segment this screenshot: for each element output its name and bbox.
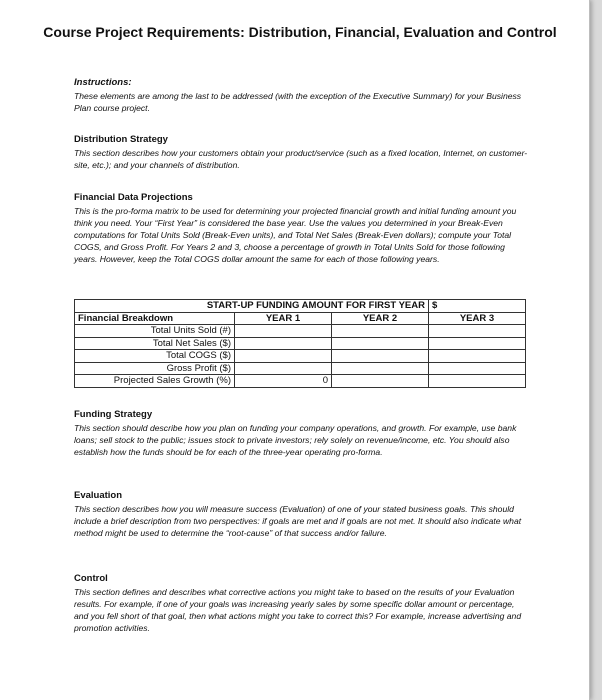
startup-funding-label: START-UP FUNDING AMOUNT FOR FIRST YEAR <box>75 300 429 313</box>
row-label-sales-growth: Projected Sales Growth (%) <box>75 375 235 388</box>
financial-text: This is the pro-forma matrix to be used for determining your projected financial growth and initial funding amount you think you need. Your “First Year” is considered the base year. Use the values you determined in your Break-Even computations for Total Units Sold (Break-Even units), and Total Net Sales (Break-Even dollars); compute your Total COGS, and Gross Profit. For Years 2 and 3, choose a percentage of growth in Total Units Sold for those following years. However, keep the Total COGS dollar amount the same for each of those following years. <box>74 206 517 264</box>
instructions-section <box>74 77 528 114</box>
cell-sales-growth-y1[interactable]: 0 <box>235 375 332 388</box>
funding-heading: Funding Strategy <box>74 409 153 420</box>
cell-units-sold-y1[interactable] <box>235 325 332 338</box>
cell-cogs-y3[interactable] <box>429 350 526 363</box>
table-header-row <box>75 312 526 325</box>
cell-units-sold-y2[interactable] <box>332 325 429 338</box>
col-header-year3: YEAR 3 <box>429 312 526 325</box>
instructions-text: These elements are among the last to be addressed (with the exception of the Executive Summary) for your Business Plan course project. <box>74 91 522 113</box>
financial-section <box>74 192 528 265</box>
evaluation-heading: Evaluation <box>74 490 123 501</box>
evaluation-section <box>74 490 528 539</box>
distribution-text: This section describes how your customers obtain your product/service (such as a fixed location, Internet, on customer-site, etc.); and your channels of distribution. <box>74 148 528 170</box>
cell-net-sales-y3[interactable] <box>429 337 526 350</box>
control-heading: Control <box>74 573 108 584</box>
cell-sales-growth-y2[interactable] <box>332 375 429 388</box>
funding-text: This section should describe how you plan on funding your company operations, and growth. For example, use bank loans; sell stock to the public; issues stock to private investors; rely solely on revenue/income, etc. You should also establish how the funds should be for each of the three-year operating pro-forma. <box>74 423 517 457</box>
cell-net-sales-y1[interactable] <box>235 337 332 350</box>
financial-heading: Financial Data Projections <box>74 192 193 203</box>
control-text: This section defines and describes what corrective actions you might take to based on the results of your Evaluation results. For example, if one of your goals was increasing yearly sales by some specific dollar amount or percentage, and you fell short of that goal, then what actions might you take to correct this? For example, increase advertising and promotion activities. <box>74 587 522 633</box>
evaluation-text: This section describes how you will measure success (Evaluation) of one of your stated business goals. This should include a brief description from two perspectives: if goals are met and if goals are not met. It should also indicate what method might be used to determine the “root-cause” of that success and/or failure. <box>74 504 522 538</box>
cell-cogs-y2[interactable] <box>332 350 429 363</box>
cell-sales-growth-y3[interactable] <box>429 375 526 388</box>
row-label-gross-profit: Gross Profit ($) <box>75 362 235 375</box>
col-header-breakdown: Financial Breakdown <box>75 312 235 325</box>
distribution-heading: Distribution Strategy <box>74 134 168 145</box>
table-row <box>75 325 526 338</box>
col-header-year2: YEAR 2 <box>332 312 429 325</box>
distribution-section <box>74 134 528 171</box>
col-header-year1: YEAR 1 <box>235 312 332 325</box>
row-label-units-sold: Total Units Sold (#) <box>75 325 235 338</box>
cell-gross-profit-y3[interactable] <box>429 362 526 375</box>
row-label-cogs: Total COGS ($) <box>75 350 235 363</box>
table-row <box>75 337 526 350</box>
cell-gross-profit-y2[interactable] <box>332 362 429 375</box>
row-label-net-sales: Total Net Sales ($) <box>75 337 235 350</box>
startup-funding-amount[interactable]: $ <box>429 300 526 313</box>
cell-gross-profit-y1[interactable] <box>235 362 332 375</box>
table-row <box>75 375 526 388</box>
table-row <box>75 350 526 363</box>
control-section <box>74 573 528 634</box>
page-title: Course Project Requirements: Distribution, Financial, Evaluation and Control <box>43 24 557 40</box>
cell-units-sold-y3[interactable] <box>429 325 526 338</box>
instructions-heading: Instructions: <box>74 77 132 88</box>
cell-cogs-y1[interactable] <box>235 350 332 363</box>
startup-funding-row <box>75 300 526 313</box>
cell-net-sales-y2[interactable] <box>332 337 429 350</box>
financial-projection-table <box>74 299 526 388</box>
funding-section <box>74 409 528 458</box>
table-row <box>75 362 526 375</box>
